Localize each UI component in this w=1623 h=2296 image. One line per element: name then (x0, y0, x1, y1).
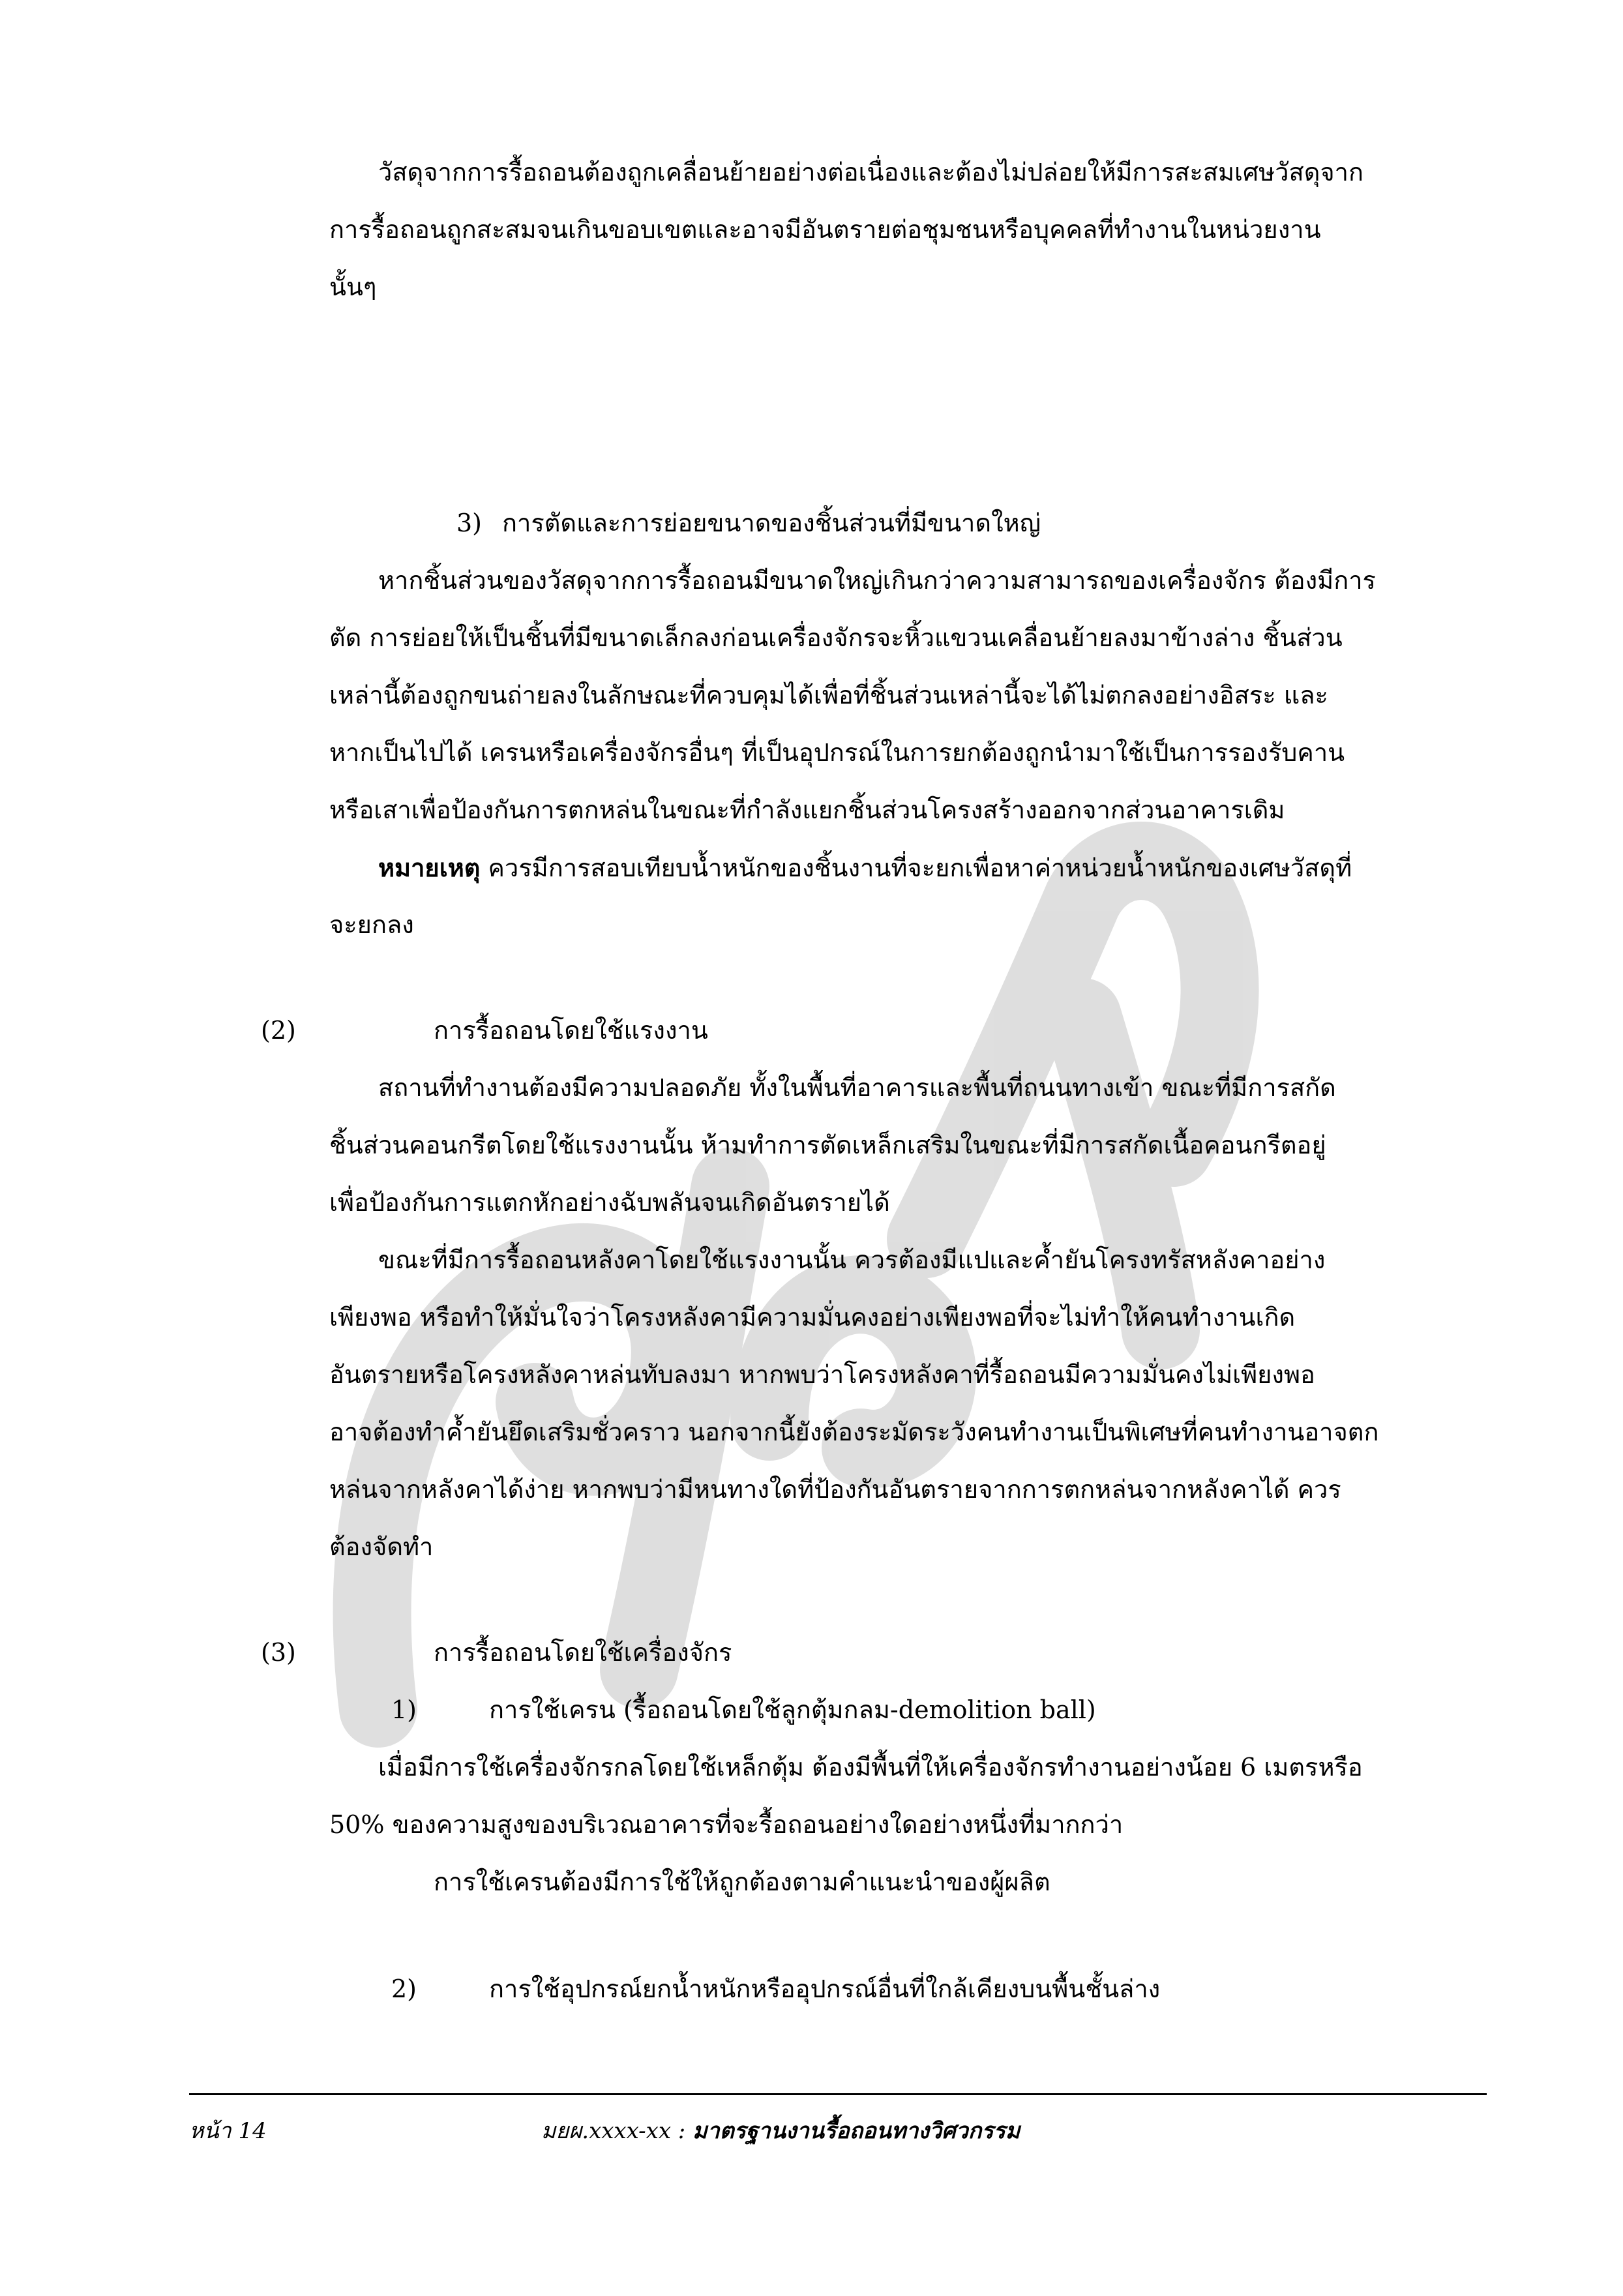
item3-body-line-4: หากเป็นไปได้ เครนหรือเครื่องจักรอื่นๆ ที่เป็นอุปกรณ์ในการยกต้องถูกนำมาใช้เป็นการรองรับคาน (329, 738, 1345, 767)
section-3-item1-number: 1) (391, 1695, 417, 1724)
item3-number: 3) (456, 509, 483, 537)
item3-body-line-3: เหล่านี้ต้องถูกขนถ่ายลงในลักษณะที่ควบคุมได้เพื่อที่ชิ้นส่วนเหล่านี้จะได้ไม่ตกลงอย่างอิสระ และ (329, 681, 1328, 709)
section-2-para1-line-3: เพื่อป้องกันการแตกหักอย่างฉับพลันจนเกิดอันตรายได้ (329, 1188, 890, 1217)
section-2-para2-line-3: อันตรายหรือโครงหลังคาหล่นทับลงมา หากพบว่าโครงหลังคาที่รื้อถอนมีความมั่นคงไม่เพียงพอ (329, 1360, 1315, 1389)
note-label: หมายเหตุ (378, 853, 481, 882)
section-2-number: (2) (261, 1016, 296, 1045)
footer-standard (541, 2113, 1020, 2148)
note-line-2: จะยกลง (329, 910, 414, 939)
note-line-1 (378, 854, 1352, 882)
section-3-title: การรื้อถอนโดยใช้เครื่องจักร (434, 1638, 732, 1667)
section-3-item1-title: การใช้เครน (รื้อถอนโดยใช้ลูกตุ้มกลม-demolition ball) (489, 1695, 1096, 1724)
section-2-para1-line-1: สถานที่ทำงานต้องมีความปลอดภัย ทั้งในพื้นที่อาคารและพื้นที่ถนนทางเข้า ขณะที่มีการสกัด (378, 1073, 1336, 1102)
item3-body-line-1: หากชิ้นส่วนของวัสดุจากการรื้อถอนมีขนาดใหญ่เกินกว่าความสามารถของเครื่องจักร ต้องมีการ (378, 566, 1376, 595)
section-3-item1-body-line-3: การใช้เครนต้องมีการใช้ให้ถูกต้องตามคำแนะนำของผู้ผลิต (434, 1868, 1050, 1896)
note-text: ควรมีการสอบเทียบน้ำหนักของชิ้นงานที่จะยกเพื่อหาค่าหน่วยน้ำหนักของเศษวัสดุที่ (480, 854, 1352, 882)
section-3-item2-title: การใช้อุปกรณ์ยกน้ำหนักหรืออุปกรณ์อื่นที่ใกล้เคียงบนพื้นชั้นล่าง (489, 1975, 1161, 2003)
section-2-para2-line-5: หล่นจากหลังคาได้ง่าย หากพบว่ามีหนทางใดที่ป้องกันอันตรายจากการตกหล่นจากหลังคาได้ ควร (329, 1475, 1341, 1504)
section-2-para2-line-1: ขณะที่มีการรื้อถอนหลังคาโดยใช้แรงงานนั้น ควรต้องมีแปและค้ำยันโครงทรัสหลังคาอย่าง (378, 1245, 1326, 1274)
item3-body-line-5: หรือเสาเพื่อป้องกันการตกหล่นในขณะที่กำลังแยกชิ้นส่วนโครงสร้างออกจากส่วนอาคารเดิม (329, 796, 1285, 824)
footer-rule (189, 2093, 1487, 2095)
intro-line-3: นั้นๆ (329, 273, 377, 301)
section-3-item1-body-line-1: เมื่อมีการใช้เครื่องจักรกลโดยใช้เหล็กตุ้ม ต้องมีพื้นที่ให้เครื่องจักรทำงานอย่างน้อย 6 เมตรหรือ (378, 1753, 1363, 1782)
section-2-para2-line-2: เพียงพอ หรือทำให้มั่นใจว่าโครงหลังคามีความมั่นคงอย่างเพียงพอที่จะไม่ทำให้คนทำงานเกิด (329, 1303, 1296, 1332)
footer-page-number: หน้า 14 (189, 2118, 267, 2144)
section-3-item1-body-line-2: 50% ของความสูงของบริเวณอาคารที่จะรื้อถอนอย่างใดอย่างหนึ่งที่มากกว่า (329, 1810, 1124, 1839)
section-3-number: (3) (261, 1638, 296, 1667)
item3-title: การตัดและการย่อยขนาดของชิ้นส่วนที่มีขนาดใหญ่ (502, 509, 1041, 537)
intro-line-1: วัสดุจากการรื้อถอนต้องถูกเคลื่อนย้ายอย่างต่อเนื่องและต้องไม่ปล่อยให้มีการสะสมเศษวัสดุจาก (378, 158, 1364, 186)
section-2-para1-line-2: ชิ้นส่วนคอนกรีตโดยใช้แรงงานนั้น ห้ามทำการตัดเหล็กเสริมในขณะที่มีการสกัดเนื้อคอนกรีตอยู่ (329, 1131, 1326, 1159)
footer-standard-code: มยผ.xxxx-xx : (541, 2118, 693, 2144)
section-2-para2-line-6: ต้องจัดทำ (329, 1532, 434, 1561)
section-3-item2-number: 2) (391, 1975, 417, 2003)
intro-line-2: การรื้อถอนถูกสะสมจนเกินขอบเขตและอาจมีอันตรายต่อชุมชนหรือบุคคลที่ทำงานในหน่วยงาน (329, 215, 1321, 244)
item3-body-line-2: ตัด การย่อยให้เป็นชิ้นที่มีขนาดเล็กลงก่อนเครื่องจักรจะหิ้วแขวนเคลื่อนย้ายลงมาข้างล่าง ชิ้นส่วน (329, 623, 1343, 652)
footer-standard-title: มาตรฐานงานรื้อถอนทางวิศวกรรม (692, 2118, 1020, 2144)
section-2-title: การรื้อถอนโดยใช้แรงงาน (434, 1016, 708, 1045)
section-2-para2-line-4: อาจต้องทำค้ำยันยึดเสริมชั่วคราว นอกจากนี้ยังต้องระมัดระวังคนทำงานเป็นพิเศษที่คนทำงานอาจตก (329, 1418, 1379, 1446)
